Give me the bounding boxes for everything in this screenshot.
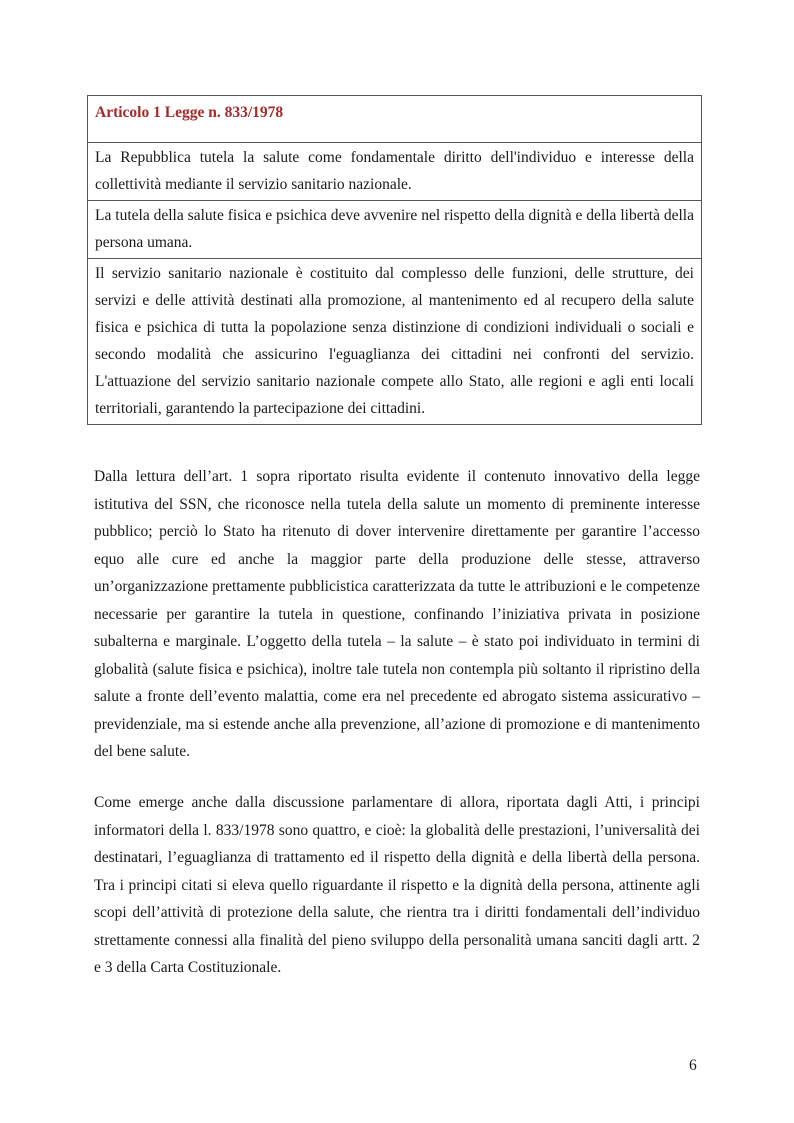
page-number: 6 (689, 1057, 697, 1074)
article-clause-1: La Repubblica tutela la salute come fondamentale diritto dell'individuo e interesse della collettività mediante il servizio sanitario nazionale. (88, 143, 701, 201)
body-paragraph-2: Come emerge anche dalla discussione parlamentare di allora, riportata dagli Atti, i principi informatori della l. 833/1978 sono quattro, e cioè: la globalità delle prestazioni, l’universalità dei destinatari, l’eguaglianza di trattamento ed il rispetto della dignità e della libertà della persona. Tra i principi citati si eleva quello riguardante il rispetto e la dignità della persona, attinente agli scopi dell’attività di protezione della salute, che rientra tra i diritti fondamentali dell’individuo strettamente connessi alla finalità del pieno sviluppo della personalità umana sanciti dagli artt. 2 e 3 della Carta Costituzionale. (94, 794, 700, 976)
article-clause-3: Il servizio sanitario nazionale è costituito dal complesso delle funzioni, delle strutture, dei servizi e delle attività destinati alla promozione, al mantenimento ed al recupero della salute fisica e psichica di tutta la popolazione senza distinzione di condizioni individuali o sociali e secondo modalità che assicurino l'eguaglianza dei cittadini nei confronti del servizio. L'attuazione del servizio sanitario nazionale compete allo Stato, alle regioni e agli enti locali territoriali, garantendo la partecipazione dei cittadini. (95, 265, 694, 417)
article-clause-2: La tutela della salute fisica e psichica deve avvenire nel rispetto della dignità e della libertà della persona umana. (88, 201, 701, 259)
body-paragraph-1: Dalla lettura dell’art. 1 sopra riportato risulta evidente il contenuto innovativo della legge istitutiva del SSN, che riconosce nella tutela della salute un momento di preminente interesse pubblico; perciò lo Stato ha ritenuto di dover intervenire direttamente per garantire l’accesso equo alle cure ed anche la maggior parte della produzione delle stesse, attraverso un’organizzazione prettamente pubblicistica caratterizzata da tutte le attribuzioni e le competenze necessarie per garantire la tutela in questione, confinando l’iniziativa privata in posizione subalterna e marginale. L’oggetto della tutela – la salute – è stato poi individuato in termini di globalità (salute fisica e psichica), inoltre tale tutela non contempla più soltanto il ripristino della salute a fronte dell’evento malattia, come era nel precedente ed abrogato sistema assicurativo – previdenziale, ma si estende anche alla prevenzione, all’azione di promozione e di mantenimento del bene salute. (94, 468, 700, 760)
law-article-box (87, 95, 702, 425)
article-title: Articolo 1 Legge n. 833/1978 (88, 96, 701, 143)
